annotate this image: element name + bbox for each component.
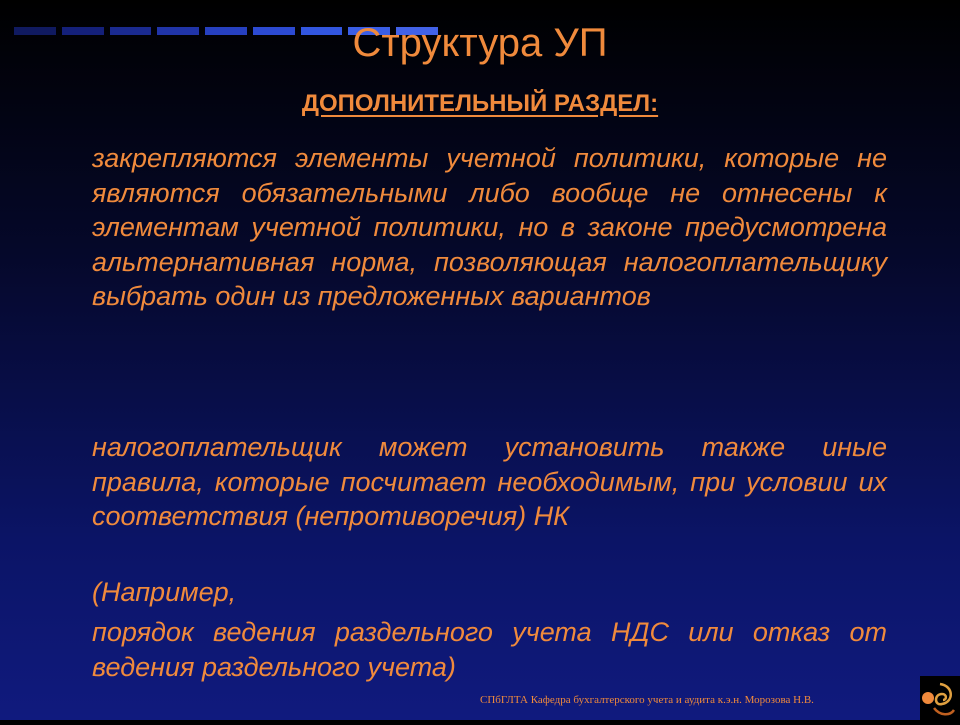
section-heading <box>0 90 960 118</box>
slide-footer: СПбГЛТА Кафедра бухгалтерского учета и аудита к.э.н. Морозова Н.В. <box>480 694 814 706</box>
paragraph-optional-elements: закрепляются элементы учетной политики, которые не являются обязательными либо вообще не отнесены к элементам учетной политики, но в законе предусмотрена альтернативная норма, позволяющая налогоплательщику выбрать один из предложенных вариантов <box>92 143 887 311</box>
slide-title: Структура УП <box>352 21 608 65</box>
paragraph-taxpayer-rules: налогоплательщик может установить также иные правила, которые посчитает необходимым, при условии их соответствия (непротиворечия) НК <box>92 432 887 531</box>
section-heading-text: ДОПОЛНИТЕЛЬНЫЙ РАЗДЕЛ: <box>301 90 659 117</box>
paragraph-example-vat: порядок ведения раздельного учета НДС или отказ от ведения раздельного учета) <box>92 617 887 682</box>
spiral-logo-icon <box>920 676 960 720</box>
paragraph-example-intro: (Например, <box>92 577 237 607</box>
